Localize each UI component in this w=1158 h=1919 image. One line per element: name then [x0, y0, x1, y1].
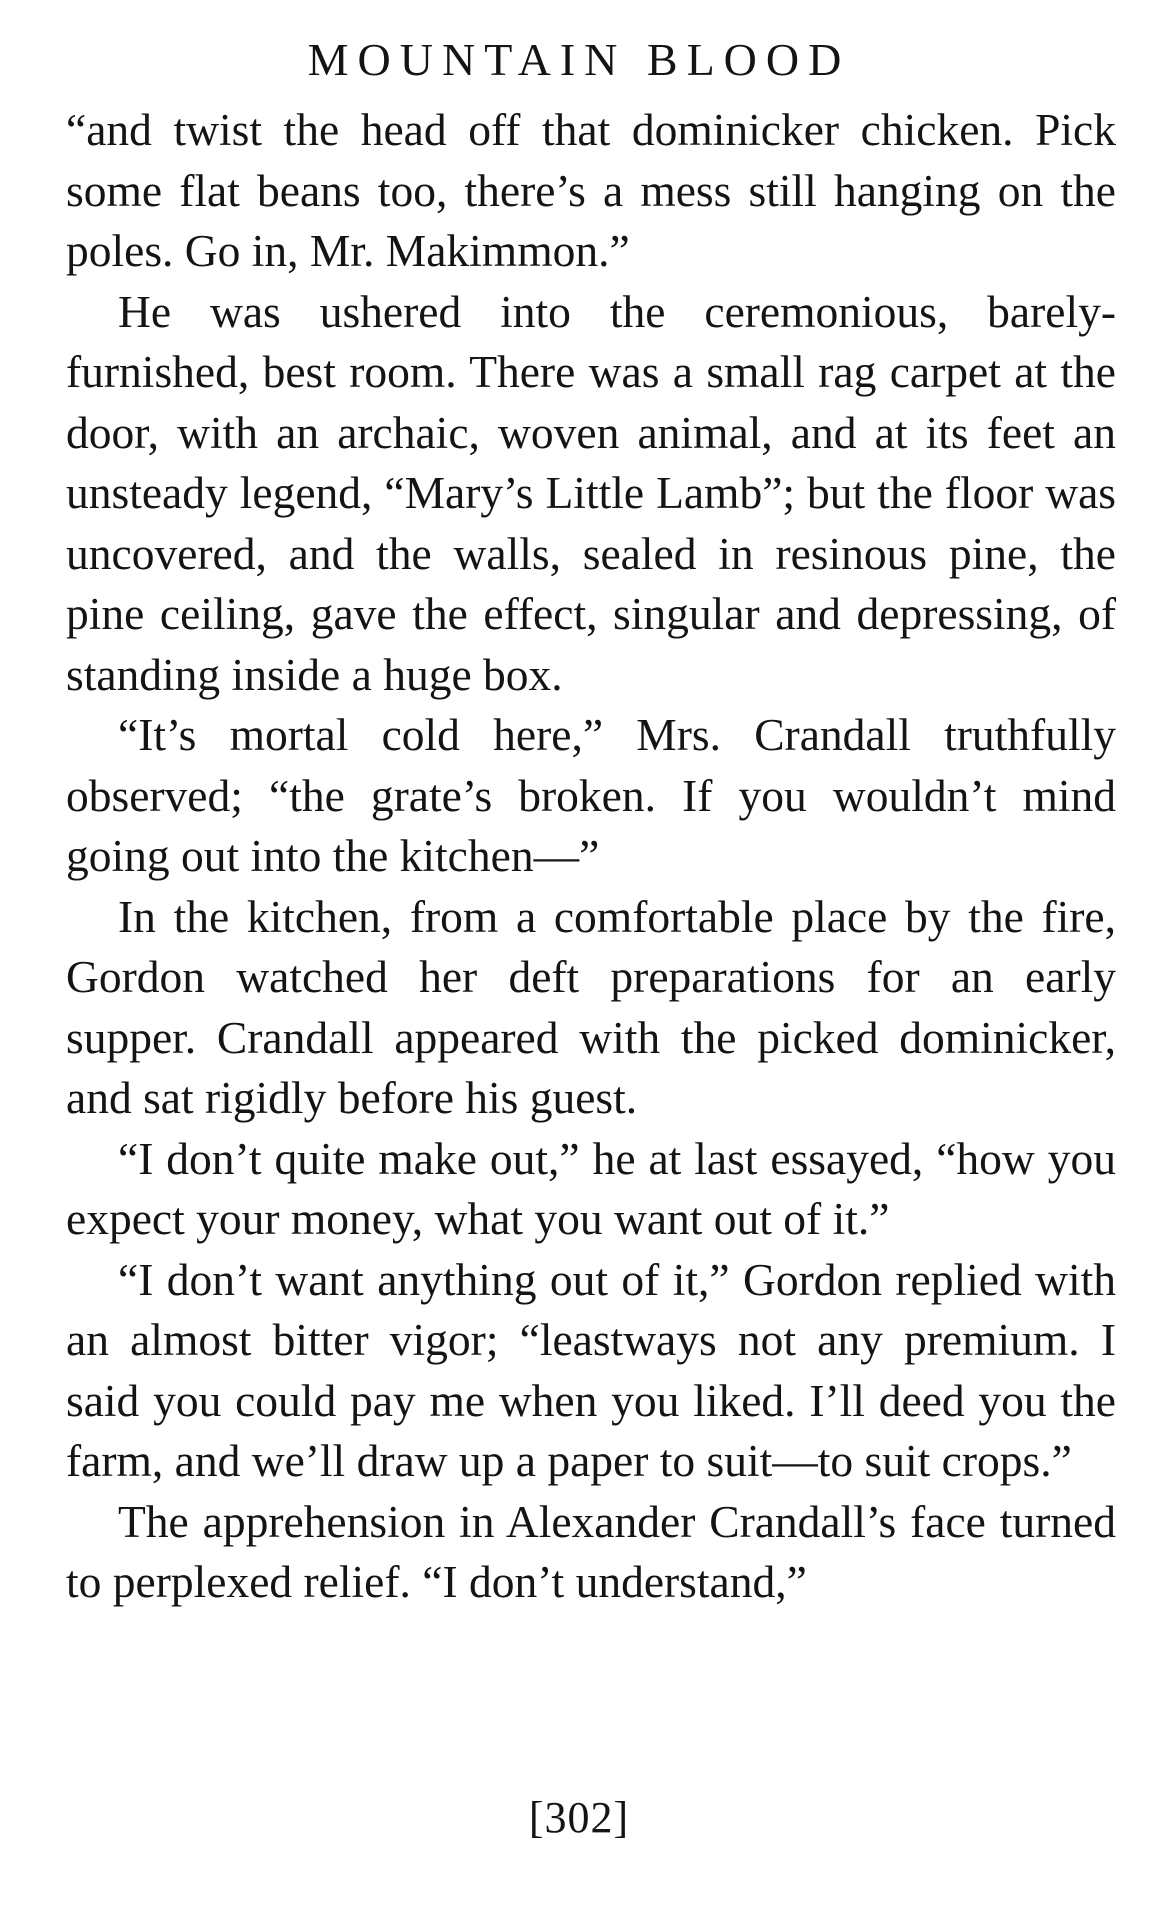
- paragraph-make-out: “I don’t quite make out,” he at last essayed, “how you expect your money, what you want out of it.”: [66, 1132, 1116, 1244]
- body-text: [66, 100, 1116, 1613]
- paragraph-dont-want: “I don’t want anything out of it,” Gordon replied with an almost bitter vigor; “leastways not any premium. I said you could pay me when you liked. I’ll deed you the farm, and we’ll draw up a paper to suit—to suit crops.”: [66, 1253, 1116, 1486]
- running-head: MOUNTAIN BLOOD: [307, 34, 851, 85]
- paragraph-best-room: He was ushered into the ceremonious, barely-furnished, best room. There was a small rag carpet at the door, with an archaic, woven animal, and at its feet an unsteady legend, “Mary’s Little Lamb”; but the floor was uncovered, and the walls, sealed in resinous pine, the pine ceiling, gave the effect, singular and depressing, of standing inside a huge box.: [66, 285, 1116, 700]
- paragraph-apprehension: The apprehension in Alexander Crandall’s face turned to perplexed relief. “I don’t understand,”: [66, 1495, 1116, 1607]
- paragraph-continuation: “and twist the head off that dominicker chicken. Pick some flat beans too, there’s a mess still hanging on the poles. Go in, Mr. Makimmon.”: [66, 104, 1116, 276]
- page-number: [302]: [528, 1793, 630, 1842]
- paragraph-kitchen: In the kitchen, from a comfortable place by the fire, Gordon watched her deft preparations for an early supper. Crandall appeared with the picked dominicker, and sat rigidly before his guest.: [66, 890, 1116, 1123]
- paragraph-mortal-cold: “It’s mortal cold here,” Mrs. Crandall truthfully observed; “the grate’s broken. If you wouldn’t mind going out into the kitchen—”: [66, 709, 1116, 881]
